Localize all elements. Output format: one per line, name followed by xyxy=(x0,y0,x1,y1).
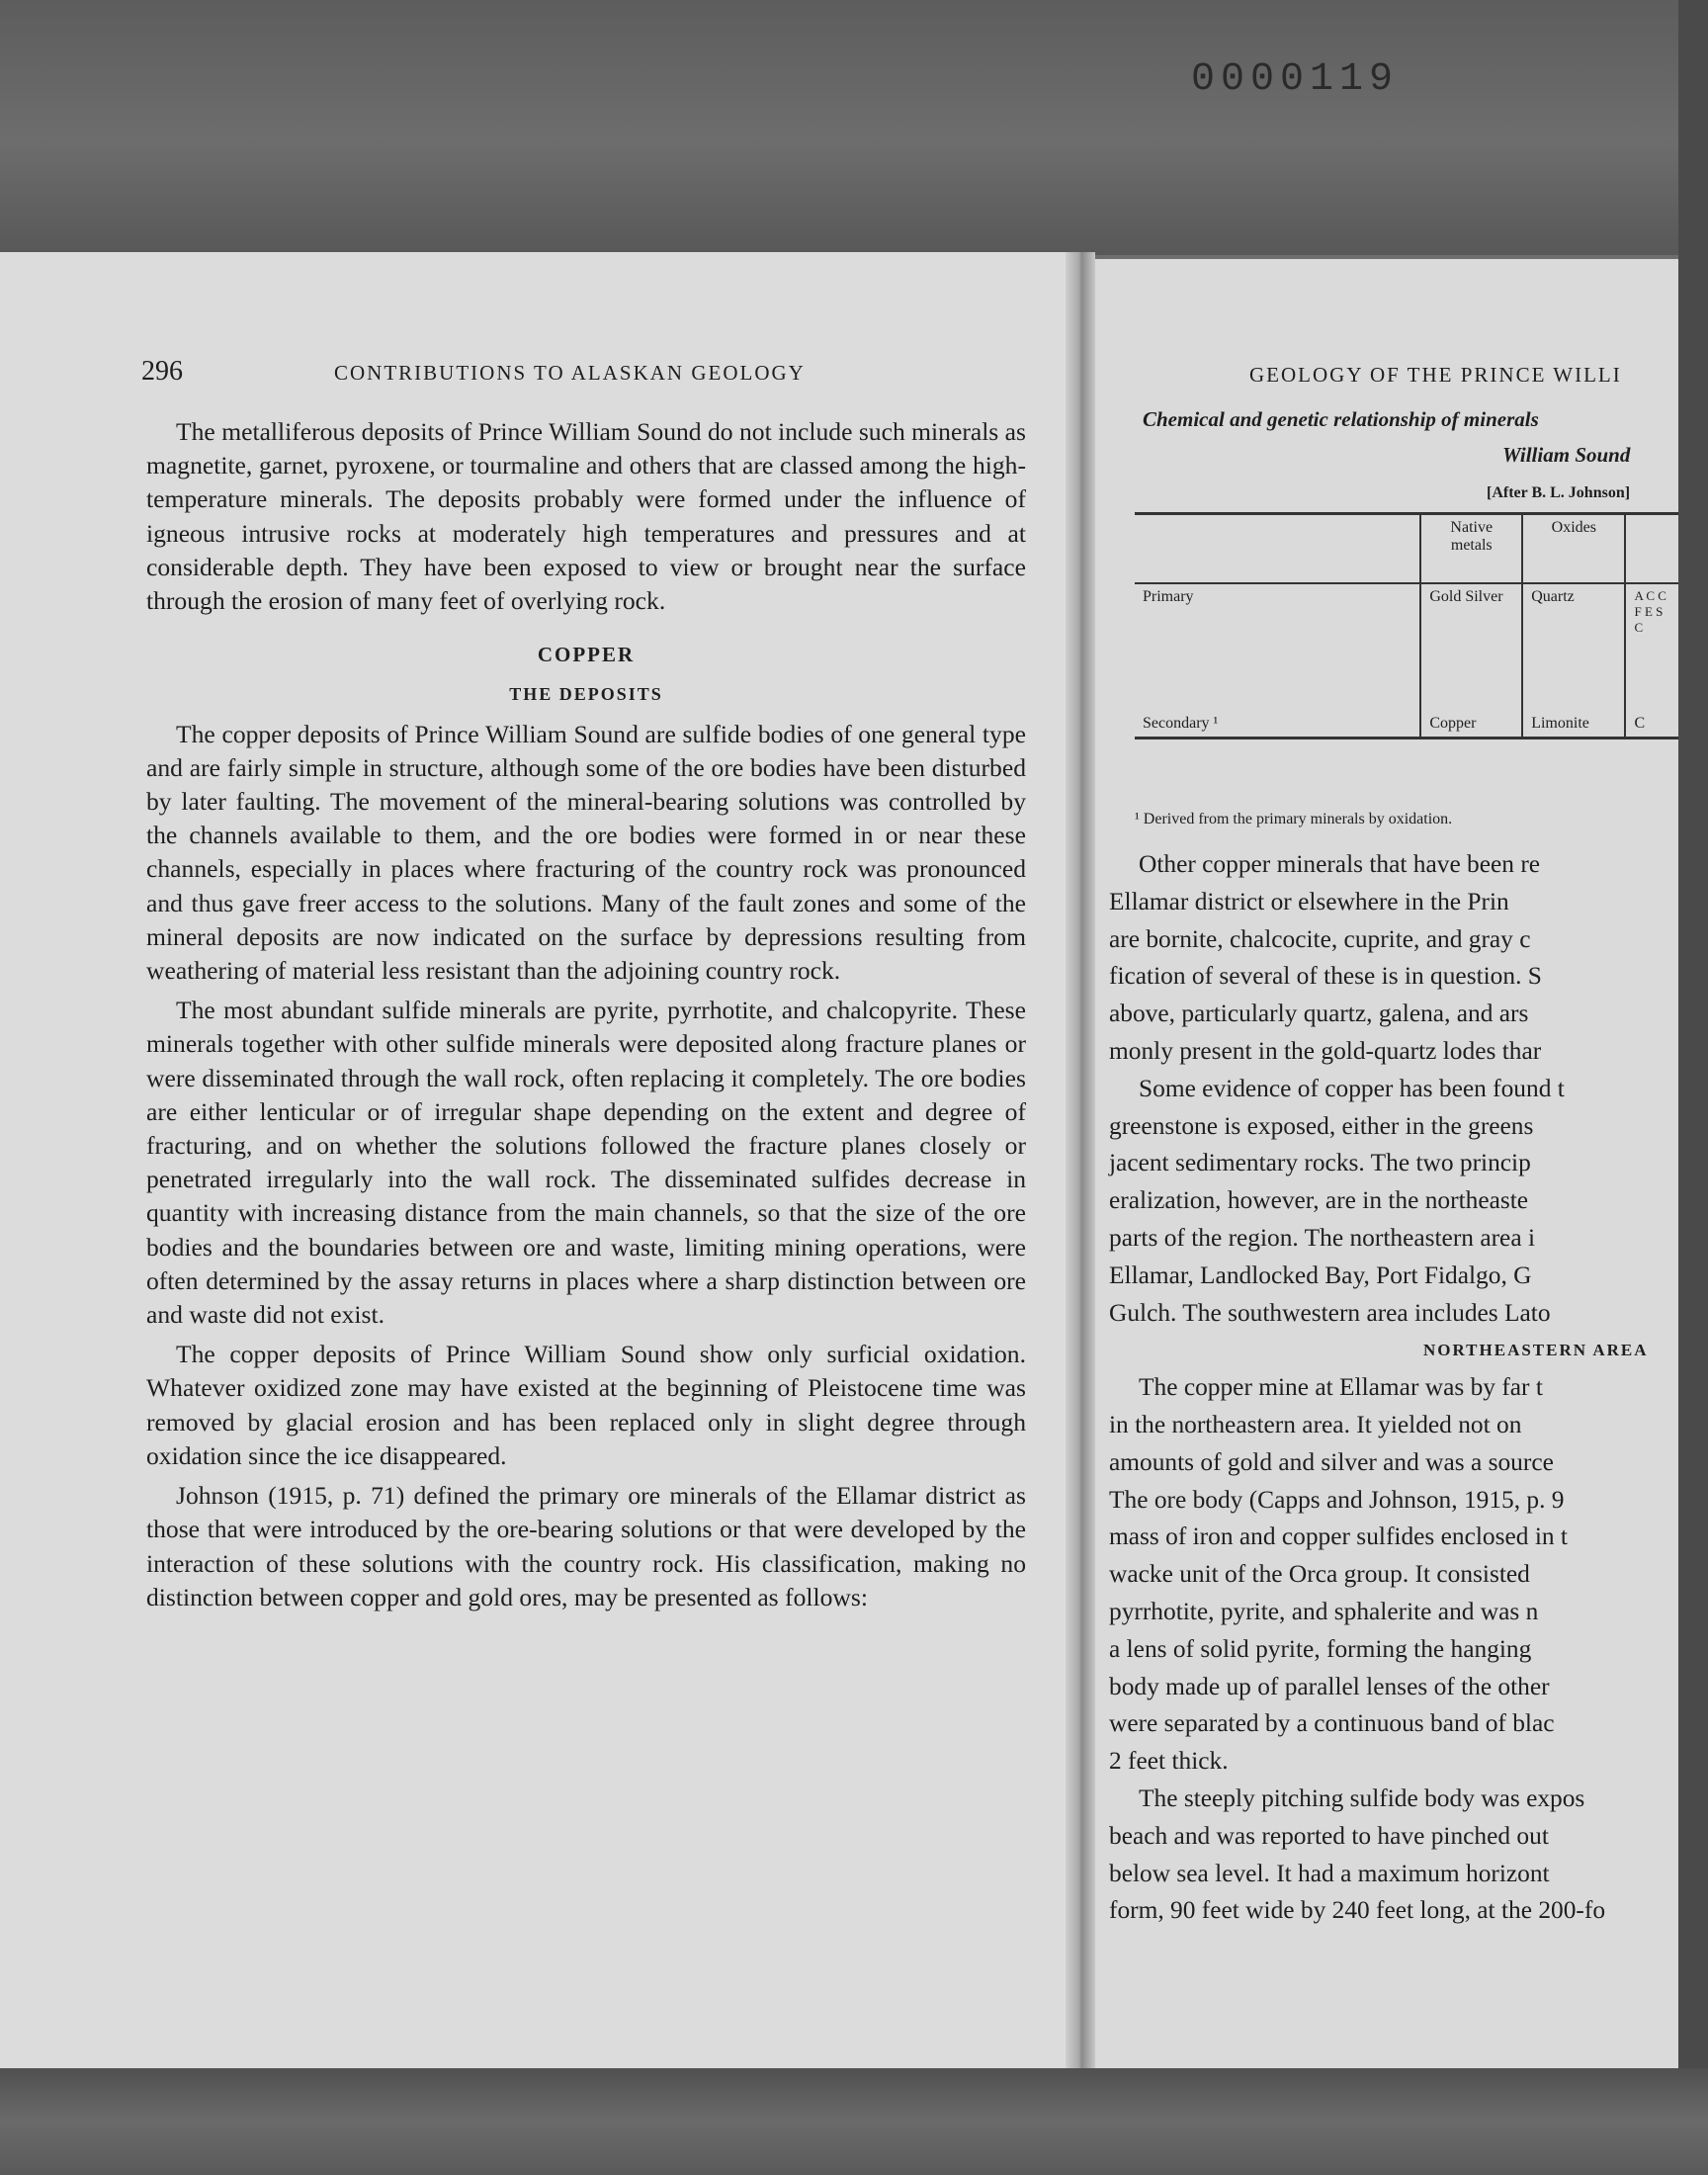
running-head-left: CONTRIBUTIONS TO ALASKAN GEOLOGY xyxy=(334,361,806,385)
text-line: Other copper minerals that have been re xyxy=(1139,850,1541,878)
right-page-content xyxy=(1091,259,1678,2076)
table-caption-line-2: William Sound xyxy=(1502,443,1631,467)
text-line: greenstone is exposed, either in the greens xyxy=(1109,1111,1534,1140)
text-line: body made up of parallel lenses of the other xyxy=(1109,1672,1550,1700)
table-cell: C xyxy=(1625,711,1678,739)
text-line: beach and was reported to have pinched out xyxy=(1109,1821,1549,1850)
text-line: pyrrhotite, pyrite, and sphalerite and was n xyxy=(1109,1597,1539,1625)
paragraph: The copper deposits of Prince William Sound are sulfide bodies of one general type and are fairly simple in structure, although some of the ore bodies have been disturbed by later faulting. The movement of the mineral-bearing solutions was controlled by the channels available to them, and the ore bodies were formed in or near these channels, especially in places where fracturing of the country rock was pronounced and thus gave freer access to the solutions. Many of the fault zones and some of the mineral deposits are now indicated on the surface by depressions resulting from weathering of material less resistant than the adjoining country rock. xyxy=(146,719,1026,986)
text-line: below sea level. It had a maximum horizont xyxy=(1109,1859,1550,1887)
text-line: in the northeastern area. It yielded not on xyxy=(1109,1410,1522,1438)
table-source-note: [After B. L. Johnson] xyxy=(1487,484,1631,501)
subsection-heading: THE DEPOSITS xyxy=(509,684,663,705)
text-line: form, 90 feet wide by 240 feet long, at the 200-fo xyxy=(1109,1896,1606,1925)
table-footnote: ¹ Derived from the primary minerals by oxidation. xyxy=(1135,811,1453,827)
text-line: The copper mine at Ellamar was by far t xyxy=(1139,1373,1543,1402)
text-line: amounts of gold and silver and was a source xyxy=(1109,1447,1554,1476)
page-number: 296 xyxy=(141,356,183,387)
table-row-label: Secondary ¹ xyxy=(1135,711,1420,739)
right-page-body xyxy=(1109,848,1678,1932)
subsection-heading: NORTHEASTERN AREA xyxy=(1423,1341,1649,1360)
table-header: Native metals xyxy=(1420,514,1522,584)
running-head-right: GEOLOGY OF THE PRINCE WILLI xyxy=(1249,363,1622,387)
text-line: The ore body (Capps and Johnson, 1915, p. 9 xyxy=(1109,1485,1565,1514)
text-line: a lens of solid pyrite, forming the hanging xyxy=(1109,1634,1532,1663)
text-line: were separated by a continuous band of blac xyxy=(1109,1709,1555,1738)
table-cell: A C C F E S C xyxy=(1625,583,1678,711)
table-header-blank xyxy=(1135,514,1420,584)
table-cell: Quartz xyxy=(1522,583,1625,711)
scan-background-top xyxy=(0,0,1708,255)
text-line: 2 feet thick. xyxy=(1109,1747,1229,1776)
paragraph: Johnson (1915, p. 71) defined the primary ore minerals of the Ellamar district as those that were introduced by the ore-bearing solutions or that were developed by the interaction of these solutions with the country rock. His classification, making no distinction between copper and gold ores, may be presented as follows: xyxy=(146,1481,1026,1611)
table-header-clipped xyxy=(1625,514,1678,584)
text-line: mass of iron and copper sulfides enclosed in t xyxy=(1109,1522,1568,1551)
text-line: parts of the region. The northeastern area i xyxy=(1109,1223,1535,1252)
table-cell: Copper xyxy=(1420,711,1522,739)
paragraph: The copper deposits of Prince William Sound show only surficial oxidation. Whatever oxidized zone may have existed at the beginning of Pleistocene time was removed by glacial erosion and has been replaced only in slight degree through oxidation since the ice disappeared. xyxy=(146,1340,1026,1470)
table-cell: Gold Silver xyxy=(1420,583,1522,711)
scan-background-bottom xyxy=(0,2068,1708,2175)
left-page-body xyxy=(146,415,1026,1620)
table-row-label: Primary xyxy=(1143,588,1194,605)
table-caption: Chemical and genetic relationship of minerals xyxy=(1143,407,1539,431)
mineral-table xyxy=(1135,512,1678,740)
text-line: are bornite, chalcocite, cuprite, and gray c xyxy=(1109,924,1531,953)
text-line: monly present in the gold-quartz lodes thar xyxy=(1109,1036,1542,1065)
text-line: Ellamar, Landlocked Bay, Port Fidalgo, G xyxy=(1109,1261,1532,1289)
text-line: Some evidence of copper has been found t xyxy=(1139,1074,1565,1102)
section-heading: COPPER xyxy=(537,643,636,667)
text-line: The steeply pitching sulfide body was expos xyxy=(1139,1784,1585,1812)
scan-background-right xyxy=(1678,0,1708,2175)
document-stamp-number: 0000119 xyxy=(1191,57,1400,102)
text-line: fication of several of these is in question. S xyxy=(1109,962,1542,991)
text-line: wacke unit of the Orca group. It consisted xyxy=(1109,1560,1530,1589)
text-line: above, particularly quartz, galena, and ars xyxy=(1109,1000,1529,1028)
table-header: Oxides xyxy=(1522,514,1625,584)
text-line: eralization, however, are in the northeaste xyxy=(1109,1186,1529,1215)
table-cell: Limonite xyxy=(1522,711,1625,739)
text-line: Gulch. The southwestern area includes Lato xyxy=(1109,1298,1551,1327)
text-line: jacent sedimentary rocks. The two princip xyxy=(1109,1149,1531,1177)
text-line: Ellamar district or elsewhere in the Prin xyxy=(1109,887,1509,915)
paragraph: The metalliferous deposits of Prince William Sound do not include such minerals as magnetite, garnet, pyroxene, or tourmaline and others that are classed among the high-temperature minerals. The deposits probably were formed under the influence of igneous intrusive rocks at moderately high temperatures and pressures and at considerable depth. They have been exposed to view or brought near the surface through the erosion of many feet of overlying rock. xyxy=(146,417,1026,616)
paragraph: The most abundant sulfide minerals are pyrite, pyrrhotite, and chalcopyrite. These minerals together with other sulfide minerals were deposited along fracture planes or were disseminated through the wall rock, often replacing it completely. The ore bodies are either lenticular or of irregular shape depending on the extent and degree of fracturing, and on whether the solutions followed the fracture planes closely or penetrated irregularly into the wall rock. The disseminated sulfides decrease in quantity with increasing distance from the main channels, so that the size of the ore bodies and the boundaries between ore and waste, limiting mining operations, were often determined by the assay returns in places where a sharp distinction between ore and waste did not exist. xyxy=(146,996,1026,1330)
